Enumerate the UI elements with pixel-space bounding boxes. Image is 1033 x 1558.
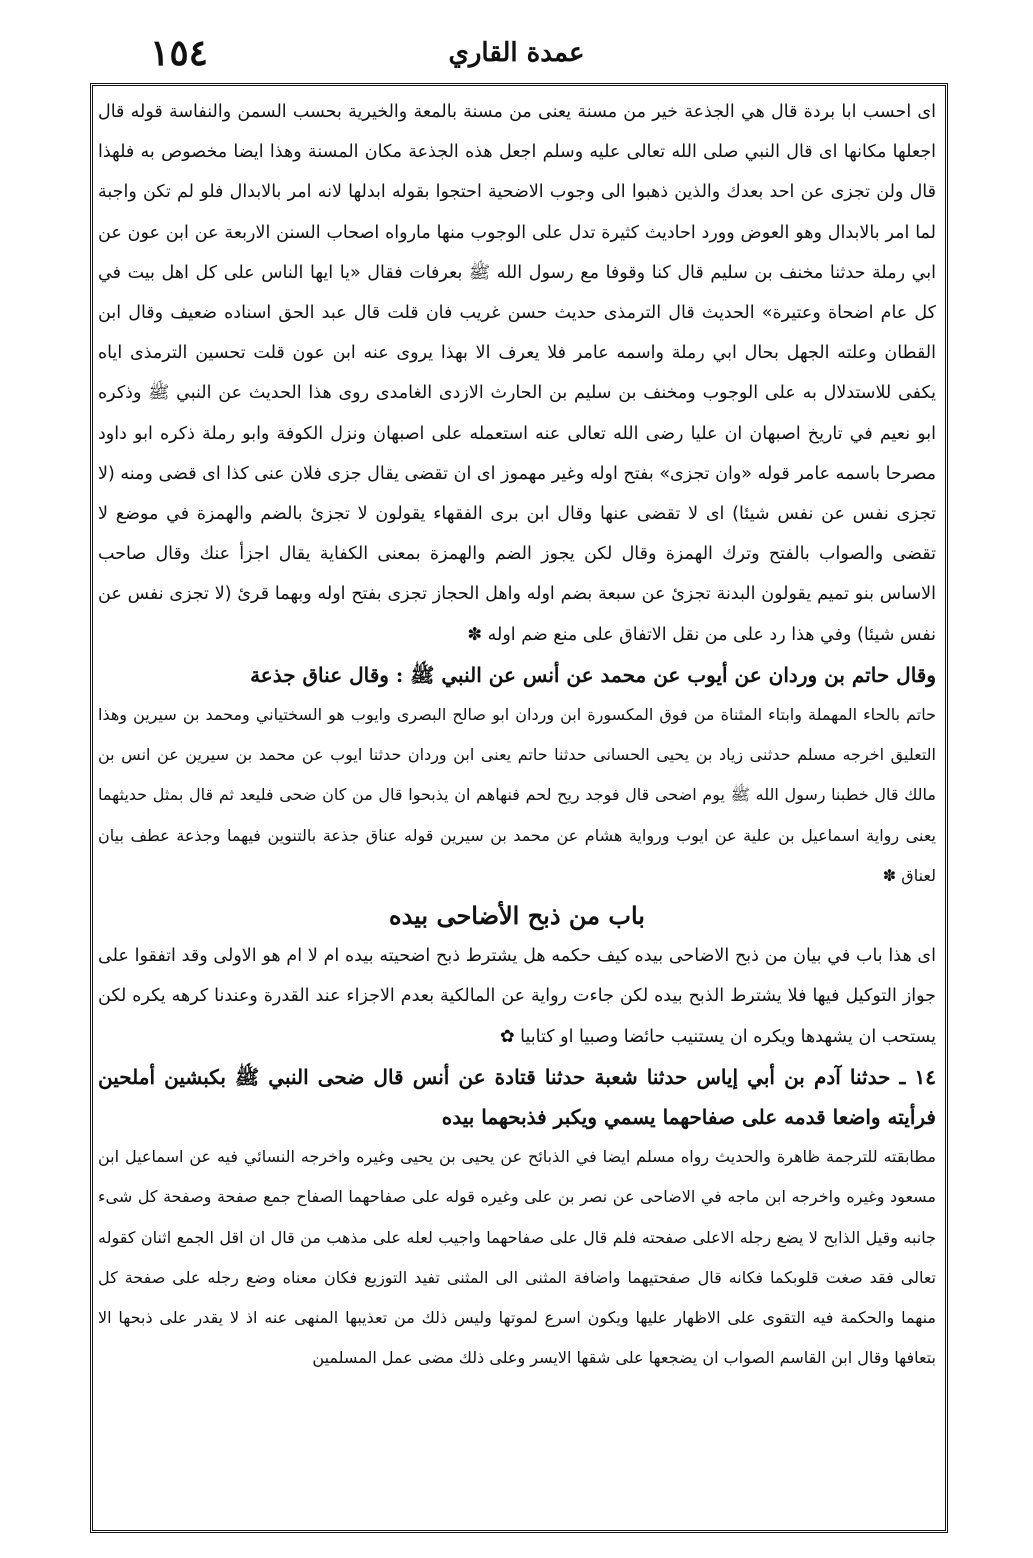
chapter-heading: باب من ذبح الأضاحى بيده (389, 901, 645, 931)
hadith-text-2: ١٤ ـ حدثنا آدم بن أبي إياس حدثنا شعبة حدثنا قتادة عن أنس قال ضحى النبي ﷺ بكبشين أملحين فرأيته واضعا قدمه على صفاحهما يسمي ويكبر فذبحهما بيده (98, 1064, 936, 1130)
document-body (98, 92, 936, 1528)
commentary-paragraph-3: اى هذا باب في بيان من ذبح الاضاحى بيده كيف حكمه هل يشترط ذبح اضحيته بيده ام لا ام هو الاولى وقد اتفقوا على جواز التوكيل فيها فلا يشترط الذبح بيده لكن جاءت رواية عن المالكية بعدم الاجزاء عند القدرة وعندنا كرهه يكره لكن يستحب ان يشهدها ويكره ان يستنيب حائضا وصبيا او كتابيا ✿ (98, 946, 936, 1047)
hadith-text-1: وقال حاتم بن وردان عن أيوب عن محمد عن أنس عن النبي ﷺ : وقال عناق جذعة (250, 662, 936, 687)
commentary-paragraph-2: حاتم بالحاء المهملة وابتاء المثناة من فوق المكسورة ابن وردان ابو صالح البصرى وايوب هو السختياني ومحمد بن سيرين وهذا التعليق اخرجه مسلم حدثنى زياد بن يحيى الحسانى حدثنا حاتم يعنى ابن وردان حدثنا ايوب عن محمد بن سيرين عن انس بن مالك قال خطبنا رسول الله ﷺ يوم اضحى قال فوجد ريح لحم فنهاهم ان يذبحوا قال من كان ضحى فليعد ثم قال بمثل حديثهما يعنى رواية اسماعيل بن علية عن ايوب ورواية هشام عن محمد بن سيرين قوله عناق جذعة بالتنوين فيهما وجذعة عطف بيان لعناق ✽ (98, 705, 936, 885)
commentary-paragraph-1: اى احسب ابا بردة قال هي الجذعة خير من مسنة يعنى من مسنة بالمعة والخيرية بحسب السمن والنفاسة قوله قال اجعلها مكانها اى قال النبي صلى الله تعالى عليه وسلم اجعل هذه الجذعة مكان المسنة وهذا ايضا مخصوص به فلهذا قال ولن تجزى عن احد بعدك والذين ذهبوا الى وجوب الاضحية احتجوا بقوله ابدلها لانه امر بالابدال فلو لم تكن واجبة لما امر بالابدال وهو العوض وورد احاديث كثيرة تدل على الوجوب منها مارواه اصحاب السنن الاربعة عن ابن عون عن ابي رملة حدثنا مخنف بن سليم قال كنا وقوفا مع رسول الله ﷺ بعرفات فقال «يا ايها الناس على كل اهل بيت في كل عام اضحاة وعتيرة» الحديث قال الترمذى حديث حسن غريب فان قلت قال عبد الحق اسناده ضعيف وقال ابن القطان وعلته الجهل بحال ابي رملة واسمه عامر فلا يعرف الا بهذا يروى عنه ابن عون قلت تحسين الترمذى اياه يكفى للاستدلال به على الوجوب ومخنف بن سليم بن الحارث الازدى الغامدى روى هذا الحديث عن النبي ﷺ وذكره ابو نعيم في تاريخ اصبهان ان عليا رضى الله تعالى عنه استعمله على اصبهان ونزل الكوفة وابو رملة ذكره ابو داود مصرحا باسمه عامر قوله «وان تجزى» بفتح اوله وغير مهموز اى ان تقضى يقال جزى فلان عنى كذا اى قضى ومنه (لا تجزى نفس عن نفس شيئا) اى لا تقضى عنها وقال ابن برى الفقهاء يقولون لا تجزئ بالضم والهمزة في موضع لا تقضى والصواب بالفتح وترك الهمزة وقال لكن يجوز الضم والهمزة بمعنى الكفاية يقال اجزأ عنك وقال صاحب الاساس بنو تميم يقولون البدنة تجزئ عن سبعة بضم اوله واهل الحجاز تجزى بفتح اوله وبهما قرئ (لا تجزى نفس عن نفس شيئا) وفي هذا رد على من نقل الاتفاق على منع ضم اوله ✽ (98, 102, 936, 645)
page-header (60, 28, 973, 88)
page-number: ١٥٤ (150, 32, 209, 74)
running-title: عمدة القاري (448, 38, 585, 68)
commentary-paragraph-4: مطابقته للترجمة ظاهرة والحديث رواه مسلم ايضا في الذبائح عن يحيى بن يحيى وغيره واخرجه النسائي فيه عن اسماعيل ابن مسعود وغيره واخرجه ابن ماجه في الاضاحى عن نصر بن على وغيره قوله على صفاحهما الصفاح جمع صفحة وصفحة كل شىء جانبه وقيل الذابح لا يضع رجله الاعلى صفحته فلم قال على صفاحهما واجيب لعله على مذهب من قال ان اقل الجمع اثنان كقوله تعالى فقد صغت قلوبكما فكانه قال صفحتيهما واضافة المثنى الى المثنى تفيد التوزيع فكان معناه وضع رجله على صفحة كل منهما والحكمة فيه التقوى على الاظهار عليها ويكون اسرع لموتها وليس ذلك من تعذيبها المنهى عنه اذ لا يقدر على ذبحها الا بتعافها وقال ابن القاسم الصواب ان يضجعها على شقها الايسر وعلى ذلك مضى عمل المسلمين (98, 1147, 936, 1368)
